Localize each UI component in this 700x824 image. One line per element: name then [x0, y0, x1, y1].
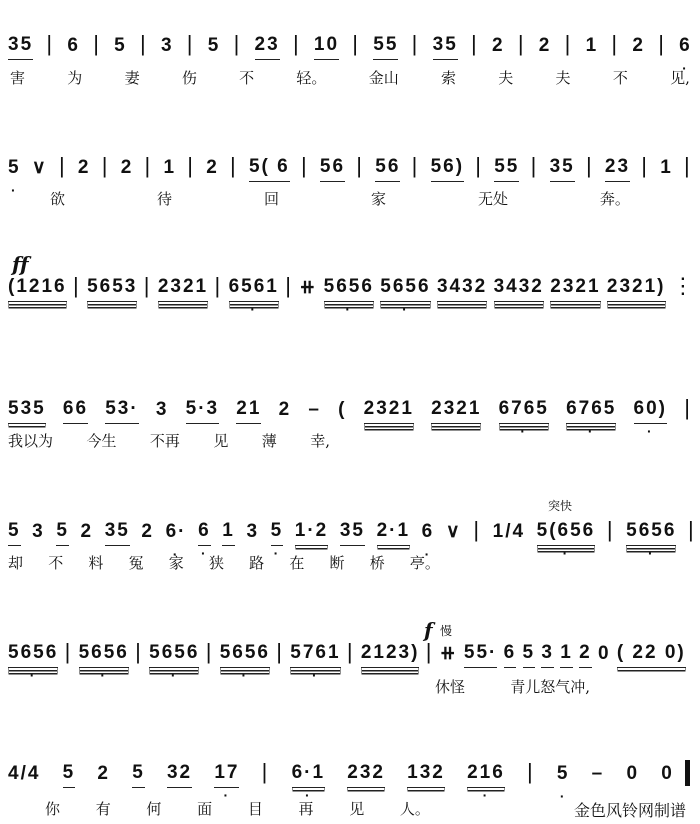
note-group: 3 — [246, 521, 260, 542]
note-group: 56 — [375, 156, 400, 182]
note-group: 6·1 · — [292, 762, 325, 788]
note-group: 2 — [97, 763, 110, 784]
barline: | — [346, 639, 355, 664]
note-group: 5656 · — [380, 276, 430, 302]
note-group: 4/4 — [8, 763, 41, 784]
note-group: 2 — [632, 35, 645, 56]
lyric-word: 夫 — [498, 69, 514, 87]
final-barline — [685, 760, 690, 786]
barline: | — [214, 273, 223, 298]
lyrics-line — [50, 188, 630, 209]
barline: | — [285, 273, 293, 298]
lyric-word: 再 — [298, 800, 314, 818]
lyrics-line — [8, 430, 330, 451]
lyric-word: 冤 — [128, 554, 144, 572]
lyric-word: 今生 — [86, 432, 117, 450]
barline: | — [101, 153, 110, 178]
note-group: 3 — [155, 399, 169, 420]
note-group: 23 — [255, 34, 280, 60]
note-group: ( — [338, 399, 347, 420]
note-group: ⧺ — [299, 277, 318, 298]
note-group: 5 — [63, 762, 76, 788]
note-group: 35 — [340, 520, 365, 546]
barline: | — [143, 273, 152, 298]
barline: | — [205, 639, 214, 664]
note-group: 6 · — [679, 35, 692, 60]
note-group: 6765 · — [566, 398, 616, 424]
note-group: 2 — [77, 157, 91, 178]
notation-row — [8, 758, 674, 788]
notation-row — [8, 152, 692, 182]
barline: | — [292, 31, 301, 56]
lyric-word: 回 — [263, 190, 279, 208]
note-group: 5653 — [87, 276, 137, 302]
tempo-mark-fast: 突快 — [548, 499, 573, 513]
note-group: 6 — [504, 642, 517, 668]
note-group: 5761 · — [290, 642, 340, 668]
note-group: 1 — [560, 642, 573, 668]
note-group: 2 — [491, 35, 505, 56]
barline: | — [684, 395, 692, 420]
lyric-word: 见, — [670, 69, 690, 87]
barline: | — [411, 31, 420, 56]
note-group: 1 — [585, 35, 599, 56]
note-group: 1/4 — [492, 521, 526, 542]
barline: | — [300, 153, 309, 178]
note-group: 56) — [431, 156, 464, 182]
note-group: 5656 · — [324, 276, 374, 302]
lyric-word: 不 — [612, 69, 628, 87]
lyric-word: 奔。 — [599, 190, 630, 208]
barline: | — [684, 153, 692, 178]
barline: | — [475, 153, 483, 178]
lyric-word: 妻 — [124, 69, 140, 87]
note-group: – — [308, 399, 321, 420]
note-group: 5 — [114, 35, 127, 56]
barline: | — [526, 759, 535, 784]
lyric-word: 伤 — [181, 69, 197, 87]
note-group: 2 — [278, 399, 292, 420]
lyric-word: 料 — [88, 554, 104, 572]
lyric-word: 家 — [168, 554, 184, 572]
note-group: 5 — [207, 35, 221, 56]
lyric-word: 何 — [146, 800, 162, 818]
note-group: 132 — [407, 762, 445, 788]
note-group: 6· · — [166, 521, 187, 546]
notation-row — [8, 272, 696, 302]
note-group: 2321 — [550, 276, 600, 302]
note-group: 5 — [56, 520, 69, 546]
note-group: 17 · — [214, 762, 239, 788]
lyric-word: 桥 — [369, 554, 385, 572]
lyric-word: 有 — [95, 800, 111, 818]
lyric-word: 亭。 — [409, 554, 440, 572]
note-group: 535 — [8, 398, 46, 424]
note-group: 232 — [347, 762, 385, 788]
note-group: 55 — [494, 156, 519, 182]
note-group: 5656 · — [220, 642, 270, 668]
note-group: 55 — [373, 34, 398, 60]
note-group: 35 — [105, 520, 130, 546]
barline: | — [606, 517, 615, 542]
barline: | — [611, 31, 620, 56]
note-group: ⧺ — [439, 643, 458, 664]
lyric-word: 你 — [45, 800, 61, 818]
note-group: 3432 — [437, 276, 487, 302]
lyrics-line — [8, 552, 440, 573]
note-group: 2 — [579, 642, 592, 668]
lyric-word: 为 — [67, 69, 83, 87]
note-group: 2321) — [607, 276, 666, 302]
lyric-word: 青儿怒气冲, — [510, 678, 590, 696]
barline: | — [530, 153, 539, 178]
note-group: 2321 — [431, 398, 481, 424]
lyric-word: 待 — [156, 190, 172, 208]
notation-row — [8, 516, 696, 546]
lyric-word: 见 — [349, 800, 365, 818]
note-group: 21 — [236, 398, 261, 424]
note-group: 0 — [626, 763, 640, 784]
lyric-word: 目 — [247, 800, 263, 818]
lyric-word: 无处 — [477, 190, 508, 208]
note-group: 216 · — [467, 762, 505, 788]
lyric-word: 幸, — [310, 432, 330, 450]
barline: | — [425, 639, 434, 664]
credit: 金色风铃网制谱 — [573, 801, 686, 820]
tempo-mark-slow: 慢 — [440, 624, 453, 638]
barline: | — [585, 153, 594, 178]
note-group: 1 — [222, 520, 235, 546]
lyric-word: 不再 — [149, 432, 180, 450]
barline: | — [230, 153, 238, 178]
note-group: 6 · — [198, 520, 211, 546]
barline: | — [233, 31, 242, 56]
note-group: 0 — [597, 643, 611, 664]
note-group: 2·1 — [377, 520, 410, 546]
lyrics-line — [435, 676, 590, 697]
lyric-word: 不 — [239, 69, 255, 87]
note-group: 3 — [160, 35, 174, 56]
note-group: ∨ — [445, 521, 462, 542]
barline: ⋮ — [671, 273, 696, 298]
note-group: 2 — [80, 521, 94, 542]
notation-row — [8, 394, 692, 424]
lyric-word: 欲 — [50, 190, 66, 208]
barline: | — [411, 153, 420, 178]
lyric-word: 见 — [213, 432, 229, 450]
barline: | — [46, 31, 55, 56]
note-group: 5 — [523, 642, 536, 668]
lyrics-line — [10, 67, 690, 88]
barline: | — [261, 759, 270, 784]
barline: | — [688, 517, 696, 542]
lyric-word: 人。 — [399, 800, 430, 818]
lyric-word: 在 — [289, 554, 305, 572]
barline: | — [58, 153, 67, 178]
barline: | — [186, 31, 195, 56]
note-group: 35 — [433, 34, 458, 60]
note-group: 5656 · — [149, 642, 199, 668]
note-group: ∨ — [31, 157, 48, 178]
note-group: 5656 · — [626, 520, 676, 546]
note-group: 2321 — [158, 276, 208, 302]
note-group: 2321 — [364, 398, 414, 424]
note-group: 2 — [538, 35, 552, 56]
note-group: ( 22 0) — [617, 642, 686, 668]
note-group: 53· — [105, 398, 138, 424]
lyric-word: 狭 — [208, 554, 224, 572]
notation-row — [8, 30, 692, 60]
note-group: 60) · — [634, 398, 667, 424]
barline: | — [72, 273, 81, 298]
barline: | — [471, 31, 479, 56]
barline: | — [658, 31, 666, 56]
note-group: 5·3 — [186, 398, 219, 424]
lyric-word: 害 — [10, 69, 26, 87]
note-group: 5( 6 — [249, 156, 290, 182]
lyric-word: 却 — [8, 554, 24, 572]
note-group: 5 · — [557, 763, 570, 788]
lyric-word: 薄 — [261, 432, 277, 450]
note-group: 55· — [464, 642, 497, 668]
note-group: 10 — [314, 34, 339, 60]
lyric-word: 路 — [249, 554, 265, 572]
note-group: 6 — [67, 35, 80, 56]
barline: | — [352, 31, 361, 56]
barline: | — [517, 31, 526, 56]
note-group: 1 — [660, 157, 673, 178]
barline: | — [564, 31, 573, 56]
notation-row — [8, 638, 686, 668]
note-group: 2 — [206, 157, 219, 178]
note-group: 32 — [167, 762, 192, 788]
lyric-word: 家 — [370, 190, 386, 208]
lyrics-line — [45, 798, 430, 819]
lyric-word: 休怪 — [435, 678, 466, 696]
note-group: – — [591, 763, 605, 784]
note-group: 1 — [163, 157, 177, 178]
barline: | — [641, 153, 649, 178]
note-group: 3 — [32, 521, 45, 542]
lyric-word: 夫 — [555, 69, 571, 87]
barline: | — [64, 639, 73, 664]
barline: | — [187, 153, 195, 178]
note-group: (1216 — [8, 276, 67, 302]
lyric-word: 不 — [48, 554, 64, 572]
barline: | — [276, 639, 284, 664]
note-group: 2123) — [361, 642, 420, 668]
note-group: 5656 · — [8, 642, 58, 668]
note-group: 35 — [8, 34, 33, 60]
note-group: 6 · — [422, 521, 435, 546]
barline: | — [135, 639, 143, 664]
lyric-word: 索 — [440, 69, 456, 87]
lyric-word: 面 — [197, 800, 213, 818]
barline: | — [93, 31, 101, 56]
note-group: 3432 — [494, 276, 544, 302]
dynamic-f: f — [424, 618, 433, 642]
note-group: 0 — [661, 763, 674, 784]
barline: | — [356, 153, 365, 178]
lyric-word: 我以为 — [8, 432, 54, 450]
note-group: 6765 · — [499, 398, 549, 424]
note-group: 2 — [141, 521, 154, 542]
dynamic-ff: ff — [12, 252, 29, 276]
note-group: 5 · — [8, 157, 21, 182]
note-group: 3 — [541, 642, 554, 668]
note-group: 23 — [605, 156, 630, 182]
note-group: 1·2 — [295, 520, 328, 546]
note-group: 5 · — [271, 520, 284, 546]
note-group: 56 — [320, 156, 345, 182]
barline: | — [473, 517, 482, 542]
lyric-word: 断 — [329, 554, 345, 572]
note-group: 6561 · — [229, 276, 279, 302]
lyric-word: 轻。 — [296, 69, 327, 87]
note-group: 5 — [8, 520, 21, 546]
note-group: 66 — [63, 398, 88, 424]
note-group: 35 — [550, 156, 575, 182]
barline: | — [144, 153, 153, 178]
barline: | — [139, 31, 148, 56]
note-group: 5656 · — [79, 642, 129, 668]
note-group: 5(656 · — [537, 520, 596, 546]
lyric-word: 金山 — [368, 69, 399, 87]
note-group: 2 — [120, 157, 134, 178]
note-group: 5 — [132, 762, 145, 788]
